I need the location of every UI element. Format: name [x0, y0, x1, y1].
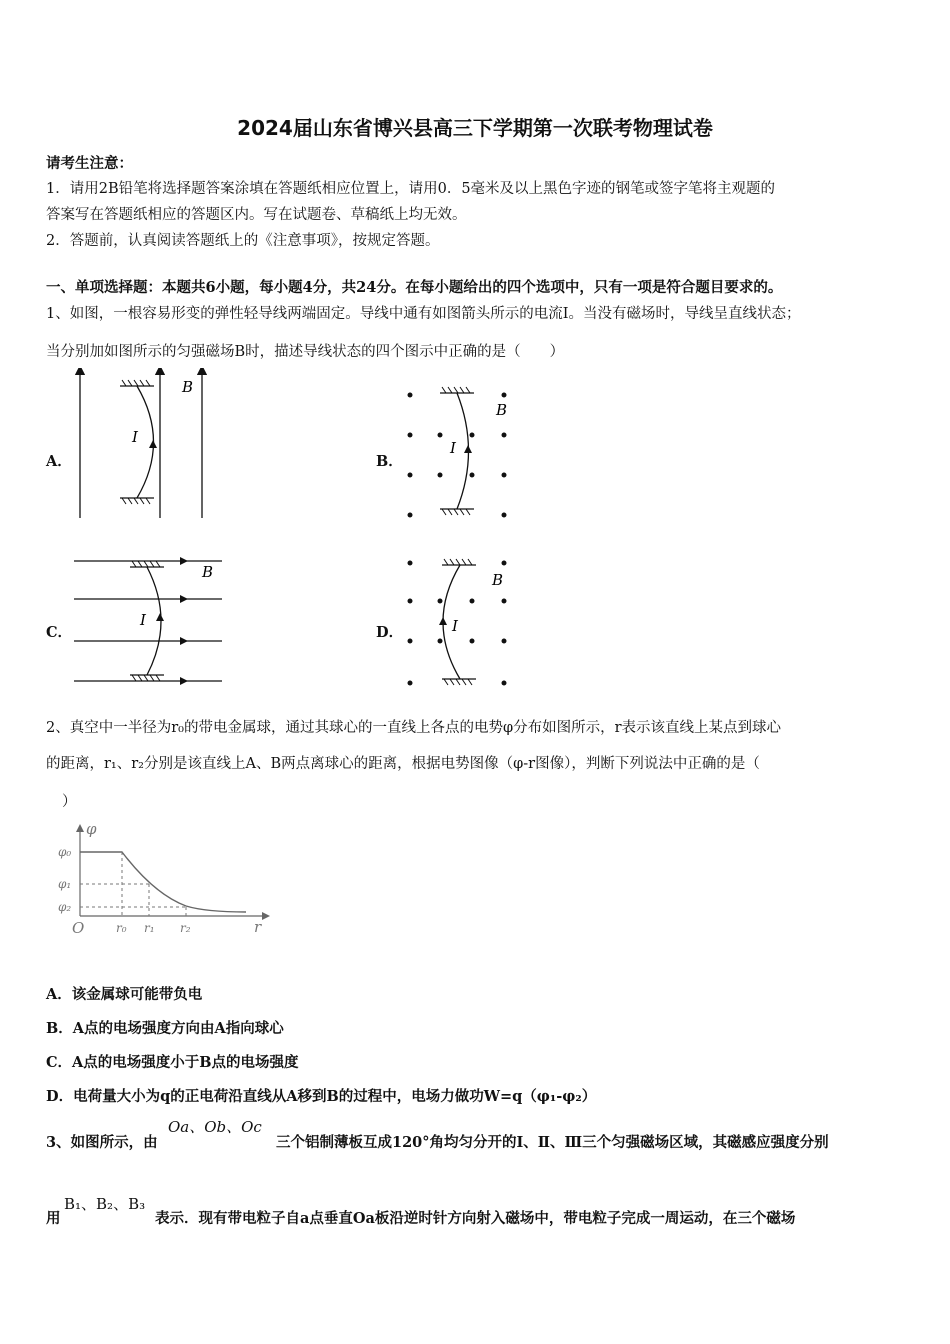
fig-d-i-label: I — [452, 617, 458, 635]
graph-phi2-label: φ₂ — [58, 900, 72, 914]
q3-text-2: 表示．现有带电粒子自a点垂直Oa板沿逆时针方向射入磁场中，带电粒子完成一周运动，在三个磁场 — [155, 1210, 796, 1227]
fig-b-b-label: B — [496, 401, 508, 419]
q3-text-1: 三个铝制薄板互成120°角均匀分开的Ⅰ、Ⅱ、Ⅲ三个匀强磁场区域，其磁感应强度分别 — [276, 1134, 829, 1151]
q2-option-c: C．A点的电场强度小于B点的电场强度 — [46, 1054, 299, 1071]
fig-a-b-label: B — [182, 378, 194, 396]
q2-option-a: A．该金属球可能带负电 — [46, 986, 203, 1003]
fig-d-b-label: B — [492, 571, 504, 589]
q3-prefix-2: 用 — [46, 1210, 61, 1227]
q2-option-b: B．A点的电场强度方向由A指向球心 — [46, 1020, 284, 1037]
q1-stem-line-2: 当分别加如图所示的匀强磁场B时，描述导线状态的四个图示中正确的是（ ） — [46, 344, 565, 360]
q2-option-d: D．电荷量大小为q的正电荷沿直线从A移到B的过程中，电场力做功W=q（φ₁-φ₂） — [46, 1088, 597, 1105]
q1-figure-c — [70, 553, 230, 688]
q3-formula-1: Oa、Ob、Oc — [168, 1118, 262, 1136]
fig-c-b-label: B — [202, 563, 214, 581]
graph-r2-label: r₂ — [180, 921, 191, 935]
fig-a-i-label: I — [132, 428, 138, 446]
graph-phi0-label: φ₀ — [58, 845, 72, 859]
q1-figure-b — [400, 383, 520, 523]
graph-x-axis-label: r — [254, 918, 262, 936]
page-title: 2024届山东省博兴县高三下学期第一次联考物理试卷 — [237, 116, 713, 140]
graph-r1-label: r₁ — [144, 921, 155, 935]
notice-heading: 请考生注意： — [46, 155, 133, 172]
q1-stem-line-1: 1、如图，一根容易形变的弹性轻导线两端固定。导线中通有如图箭头所示的电流I。当没有磁场时，导线呈直线状态； — [46, 306, 801, 322]
q2-stem-line-3: ） — [62, 794, 77, 810]
graph-y-axis-label: φ — [86, 820, 97, 838]
graph-r0-label: r₀ — [116, 921, 127, 935]
q3-formula-2: B₁、B₂、B₃ — [64, 1195, 146, 1213]
q1-figure-a — [70, 368, 220, 523]
q1-option-d-label: D． — [376, 624, 404, 641]
fig-b-i-label: I — [450, 439, 456, 457]
notice-line-1: 1．请用2B铅笔将选择题答案涂填在答题纸相应位置上，请用0．5毫米及以上黑色字迹的钢笔或签字笔将主观题的 — [46, 181, 776, 197]
q3-prefix: 3、如图所示，由 — [46, 1134, 158, 1151]
q2-stem-line-2: 的距离，r₁、r₂分别是该直线上A、B两点离球心的距离，根据电势图像（φ-r图像），判断下列说法中正确的是（ — [46, 756, 760, 772]
graph-origin-label: O — [72, 919, 85, 937]
section-heading: 一、单项选择题：本题共6小题，每小题4分，共24分。在每小题给出的四个选项中，只有一项是符合题目要求的。 — [46, 279, 783, 296]
q2-stem-line-1: 2、真空中一半径为r₀的带电金属球，通过其球心的一直线上各点的电势φ分布如图所示，r表示该直线上某点到球心 — [46, 720, 782, 736]
q1-option-a-label: A． — [46, 453, 72, 470]
q1-option-c-label: C． — [46, 624, 73, 641]
notice-line-3: 2．答题前，认真阅读答题纸上的《注意事项》，按规定答题。 — [46, 233, 440, 249]
q1-figure-d — [400, 555, 520, 690]
graph-phi1-label: φ₁ — [58, 877, 72, 891]
fig-c-i-label: I — [140, 611, 146, 629]
q2-potential-graph — [56, 820, 276, 938]
notice-line-2: 答案写在答题纸相应的答题区内。写在试题卷、草稿纸上均无效。 — [46, 207, 467, 223]
q1-option-b-label: B． — [376, 453, 403, 470]
